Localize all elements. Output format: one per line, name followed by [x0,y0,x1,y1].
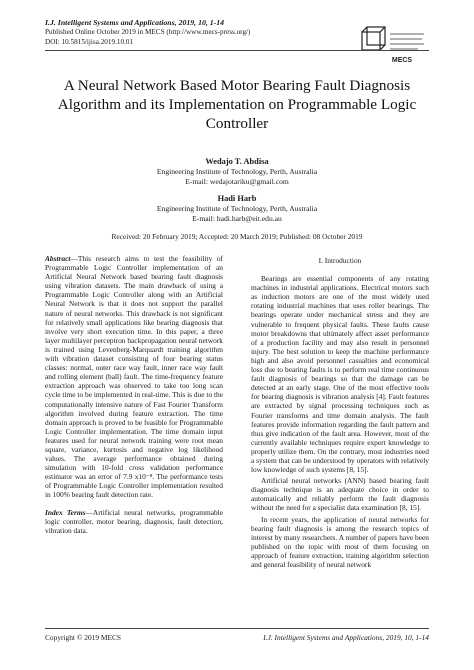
published-line: Published Online October 2019 in MECS (http://www.mecs-press.org/) [45,28,251,36]
index-terms-label: Index Terms [45,507,86,517]
author-1-email: E-mail: wedajotariku@gmail.com [185,176,289,186]
index-terms-text: —Artificial neural networks, programmable logic controller, motor bearing, diagnosis, fault detection, vibration data. [45,507,223,535]
paper-title: A Neural Network Based Motor Bearing Fault Diagnosis Algorithm and its Implementation on Programmable Logic Controller [57,77,417,132]
author-1-name: Wedajo T. Abdisa [205,157,269,166]
author-1-affiliation: Engineering Institute of Technology, Perth, Australia [156,167,318,176]
author-2-affiliation: Engineering Institute of Technology, Perth, Australia [156,204,318,213]
intro-paragraph-2: Artificial neural networks (ANN) based bearing fault diagnosis technique is an adequate choice in order to automatically and reliably perform the fault diagnosis without the need for a specialist data examination [8, 15]. [251,476,429,513]
author-2-name: Hadi Harb [217,194,257,203]
publisher-logo [358,18,428,68]
footer-copyright: Copyright © 2019 MECS [45,633,122,642]
index-terms [45,508,223,535]
author-2 [0,193,474,223]
abstract [45,254,223,500]
journal-citation: I.J. Intelligent Systems and Applications, 2019, 10, 1-14 [45,18,225,27]
doi-line: DOI: 10.5815/ijisa.2019.10.01 [45,37,134,46]
section-heading: I. Introduction [318,256,362,265]
abstract-label: Abstract [45,254,71,263]
footer-rule [45,628,429,629]
right-column [251,254,429,571]
header-rule [45,50,429,51]
footer-journal: I.J. Intelligent Systems and Applications, 2019, 10, 1-14 [263,633,429,642]
journal-header [45,18,345,47]
abstract-text: —This research aims to test the feasibility of Programmable Logic Controller implementation of an Artificial Neural Network based bearing fault diagnosis using vibration datasets. The main drawback of using a Programmable Logic Controller along with an Artificial Neural Network is that it does not support the parallel nature of neural networks. This drawback is not significant for relatively small applications like bearing diagnosis that involve very short execution time. In this paper, a three layer multilayer perceptron backpropagation neural network is trained using Levenberg-Marquardt training algorithm with vibration dataset consisting of four bearing status classes: normal, outer race way fault, inner race way fault and rolling element (ball) fault. The time-frequency feature extraction approach was observed to take too long scan cycle time to be implemented in real-time. This is due to the computationally intensive nature of Fast Fourier Transform algorithm involved during feature extraction. The time domain approach is proved to be feasible for Programmable Logic Controller implementation. The time domain input features used for neural network training were root mean square, variance, kurtosis and negative log likelihood values. The average performance obtained during simulation with 10-fold cross validation performance estimator was an error of 7.9 x10⁻⁸. The performance tests of Programmable Logic Controller implementation resulted in 100% bearing fault detection rate. [45,254,224,500]
intro-paragraph-1: Bearings are essential components of any rotating machines in industrial applications. Electrical motors such as induction motors are one of the most widely used rotating industrial machines that uses roller bearings. The bearings operate under mechanical stress and they are vulnerable to frequent physical faults. These faults cause motor breakdowns that ultimately affect asset performance of a production facility and may also result in personnel injury. The best solution to keep the machine performance high and also avoid personnel casualties and economical loss due to bearing faults is to perform real time continuous fault diagnosis of bearings so that the damage can be detected at an early stage. One of the most effective tools for bearing diagnosis is vibration analysis [4]. Fault features are extracted by signal processing techniques such as Fourier transforms and time domain analysis. The fault features provide information regarding the fault pattern and thus give indication of the fault area. However, most of the currently available techniques require expert knowledge to properly utilize them. On the contrary, most industries need a system that can be understood by operators with relatively low knowledge of such systems [8, 15]. [251,274,429,475]
author-1 [0,156,474,186]
received-dates: Received: 20 February 2019; Accepted: 20 March 2019; Published: 08 October 2019 [111,232,363,241]
author-2-email: E-mail: hadi.harb@eit.edu.au [192,213,282,223]
logo-text: MECS [391,57,413,64]
intro-paragraph-3: In recent years, the application of neural networks for bearing fault diagnosis is among the research topics of interest by many researchers. A number of papers have been published on the topic with most of them focusing on approach of feature extraction, training algorithm selection and general feasibility of neural network [251,514,429,569]
left-column [45,254,223,537]
